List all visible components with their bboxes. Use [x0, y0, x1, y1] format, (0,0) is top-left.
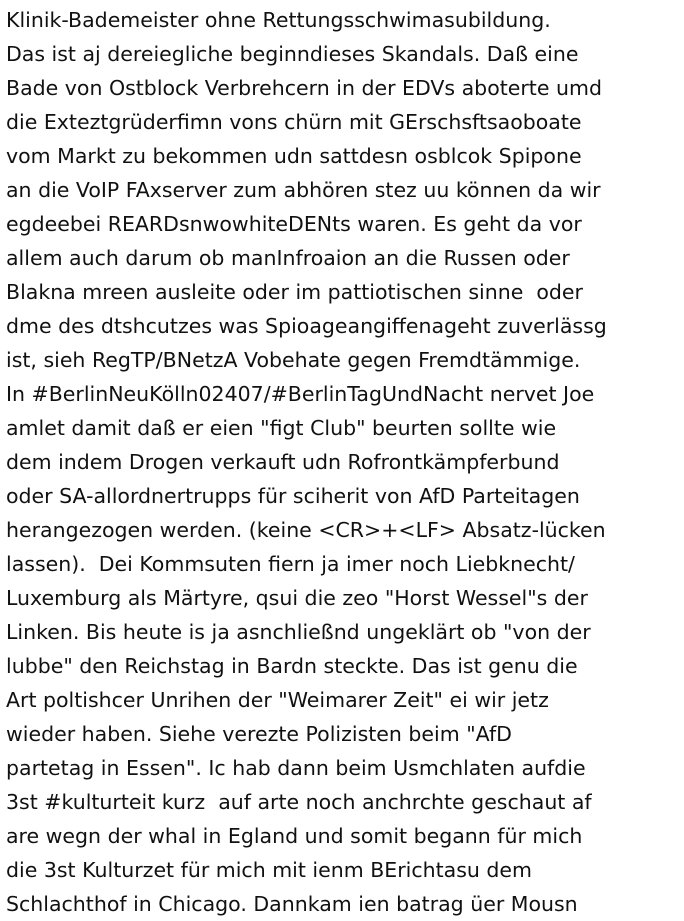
text-line: Das ist aj dereiegliche beginndieses Skandals. Daß eine	[6, 42, 579, 66]
text-line: Luxemburg als Märtyre, qsui die zeo "Horst Wessel"s der	[6, 586, 588, 610]
text-line: lassen). Dei Kommsuten fiern ja imer noch Liebknecht/	[6, 552, 575, 576]
text-line: Art poltishcer Unrihen der "Weimarer Zeit" ei wir jetz	[6, 688, 549, 712]
text-line: lubbe" den Reichstag in Bardn steckte. Das ist genu die	[6, 654, 578, 678]
text-line: Linken. Bis heute is ja asnchließnd ungeklärt ob "von der	[6, 620, 591, 644]
text-line: Bade von Ostblock Verbrehcern in der EDVs aboterte umd	[6, 76, 602, 100]
text-line: Blakna mreen ausleite oder im pattiotischen sinne oder	[6, 280, 583, 304]
text-line: 3st #kulturteit kurz auf arte noch anchrchte geschaut af	[6, 790, 592, 814]
text-line: dem indem Drogen verkauft udn Rofrontkämpferbund	[6, 450, 560, 474]
text-line: are wegn der whal in Egland und somit begann für mich	[6, 824, 583, 848]
text-line: die Exteztgrüderfimn vons chürn mit GErschsftsaoboate	[6, 110, 582, 134]
text-line: dme des dtshcutzes was Spioageangiffenageht zuverlässg	[6, 314, 607, 338]
text-line: In #BerlinNeuKölln02407/#BerlinTagUndNacht nervet Joe	[6, 382, 595, 406]
text-line: egdeebei REARDsnwowhiteDENts waren. Es geht da vor	[6, 212, 582, 236]
text-line: an die VoIP FAxserver zum abhören stez uu können da wir	[6, 178, 601, 202]
text-line: partetag in Essen". Ic hab dann beim Usmchlaten aufdie	[6, 756, 586, 780]
text-line: Schlachthof in Chicago. Dannkam ien batrag üer Mousn	[6, 892, 578, 916]
text-line: die 3st Kulturzet für mich mit ienm BErichtasu dem	[6, 858, 533, 882]
text-line: wieder haben. Siehe verezte Polizisten beim "AfD	[6, 722, 512, 746]
text-line: oder SA-allordnertrupps für sciherit von AfD Parteitagen	[6, 484, 580, 508]
text-line: herangezogen werden. (keine <CR>+<LF> Absatz-lücken	[6, 518, 606, 542]
text-line: ist, sieh RegTP/BNetzA Vobehate gegen Fremdtämmige.	[6, 348, 581, 372]
text-line: Klinik-Bademeister ohne Rettungsschwimasubildung.	[6, 8, 551, 32]
text-line: allem auch darum ob manInfroaion an die Russen oder	[6, 246, 570, 270]
text-line: amlet damit daß er eien "figt Club" beurten sollte wie	[6, 416, 557, 440]
text-line: vom Markt zu bekommen udn sattdesn osblcok Spipone	[6, 144, 582, 168]
document-body	[6, 3, 682, 921]
